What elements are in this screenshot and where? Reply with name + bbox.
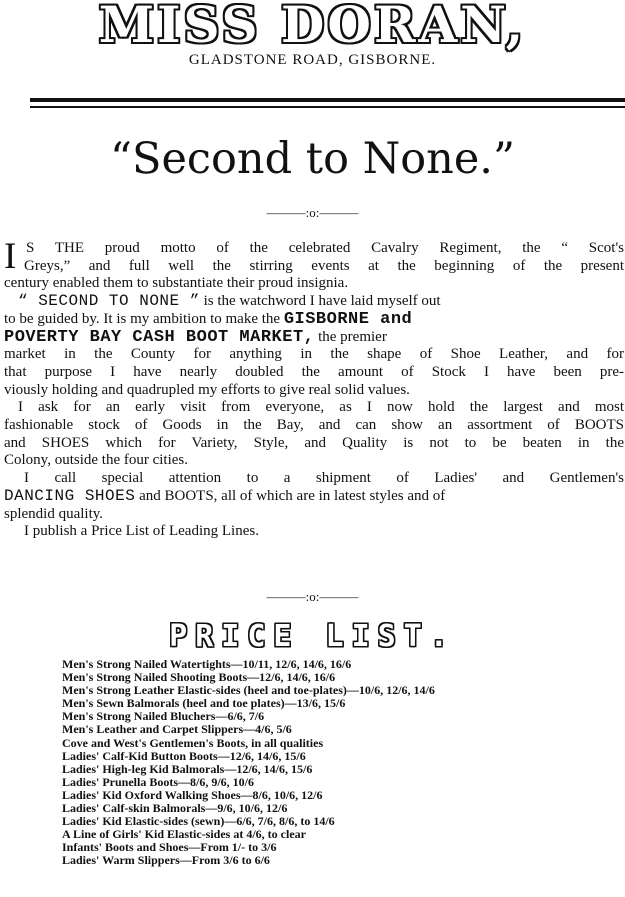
price-list-heading: PRICE LIST. <box>169 619 456 654</box>
section-separator: ———:o:——— <box>266 589 359 604</box>
price-list-item: A Line of Girls' Kid Elastic-sides at 4/6, to clear <box>62 827 306 842</box>
text-line: splendid quality. <box>4 505 104 522</box>
price-list-item: Men's Strong Nailed Bluchers—6/6, 7/6 <box>62 709 265 724</box>
paragraph-price-intro <box>4 523 624 541</box>
paragraph-visit <box>4 399 624 470</box>
text-line: I ask for an early visit from everyone, as I now hold the largest and most <box>18 399 624 416</box>
text-line: Colony, outside the four cities. <box>4 452 188 469</box>
text-line: to be guided by. It is my ambition to make the <box>4 310 284 327</box>
price-list-item: Ladies' Warm Slippers—From 3/6 to 6/6 <box>62 853 270 868</box>
price-list-item: Ladies' Kid Oxford Walking Shoes—8/6, 10/6, 12/6 <box>62 787 323 802</box>
text-line: fashionable stock of Goods in the Bay, and can show an assortment of BOOTS <box>4 417 624 434</box>
text-line: and SHOES which for Variety, Style, and Quality is not to be beaten in the <box>4 434 624 451</box>
paragraph-dancing <box>4 470 624 523</box>
price-list <box>62 658 622 868</box>
price-list-item: Ladies' Calf-Kid Button Boots—12/6, 14/6, 15/6 <box>62 748 306 763</box>
section-separator: ———:o:——— <box>266 205 359 220</box>
text-line: and BOOTS, all of which are in latest styles and of <box>135 487 446 504</box>
text-line: century enabled them to substantiate their proud insignia. <box>4 275 349 292</box>
price-list-item: Men's Strong Nailed Watertights—10/11, 12/6, 14/6, 16/6 <box>62 657 352 671</box>
price-list-item: Infants' Boots and Shoes—From 1/- to 3/6 <box>62 840 277 855</box>
paragraph-regiment <box>4 236 624 293</box>
shop-name-heading: MISS DORAN, <box>98 0 527 54</box>
price-list-item: Men's Leather and Carpet Slippers—4/6, 5/6 <box>62 722 292 737</box>
drop-cap: I <box>4 236 17 277</box>
emphasis-caps: POVERTY BAY CASH BOOT MARKET, <box>4 327 315 347</box>
shop-address: GLADSTONE ROAD, GISBORNE. <box>188 52 437 68</box>
header-rule-thin <box>30 106 625 108</box>
price-list-item: Cove and West's Gentlemen's Boots, in all qualities <box>62 735 324 750</box>
emphasis-caps: DANCING SHOES <box>4 486 136 505</box>
price-list-item: Men's Sewn Balmorals (heel and toe plates)—13/6, 15/6 <box>62 696 346 711</box>
paragraph-watchword <box>4 293 624 399</box>
price-list-item: Men's Strong Leather Elastic-sides (heel and toe-plates)—10/6, 12/6, 14/6 <box>62 683 435 698</box>
price-list-item: Ladies' Calf-skin Balmorals—9/6, 10/6, 12/6 <box>62 801 288 816</box>
emphasis-caps: and <box>369 309 413 329</box>
price-list-item: Ladies' High-leg Kid Balmorals—12/6, 14/6, 15/6 <box>62 761 313 776</box>
article-body <box>4 236 624 541</box>
text-line: S THE proud motto of the celebrated Cavalry Regiment, the “ Scot's <box>26 240 624 256</box>
text-line: I publish a Price List of Leading Lines. <box>24 523 259 540</box>
text-line: Greys,” and full well the stirring events at the beginning of the present <box>24 257 624 274</box>
header-rule-thick <box>30 98 625 102</box>
emphasis-caps: “ SECOND TO NONE ” <box>18 292 200 311</box>
price-list-item: Ladies' Prunella Boots—8/6, 9/6, 10/6 <box>62 774 255 789</box>
price-list-item: Ladies' Kid Elastic-sides (sewn)—6/6, 7/6, 8/6, to 14/6 <box>62 814 335 829</box>
motto-heading: “Second to None.” <box>110 134 515 184</box>
emphasis-caps: GISBORNE <box>283 309 370 329</box>
text-line: I call special attention to a shipment of Ladies' and Gentlemen's <box>24 470 624 487</box>
text-line: viously holding and quadrupled my efforts to give real solid values. <box>4 381 410 398</box>
text-line: is the watchword I have laid myself out <box>199 293 441 310</box>
price-list-item: Men's Strong Nailed Shooting Boots—12/6, 14/6, 16/6 <box>62 670 336 685</box>
text-line: market in the County for anything in the shape of Shoe Leather, and for <box>4 346 624 363</box>
text-line: the premier <box>314 328 387 345</box>
text-line: that purpose I have nearly doubled the amount of Stock I have been pre- <box>4 363 624 380</box>
